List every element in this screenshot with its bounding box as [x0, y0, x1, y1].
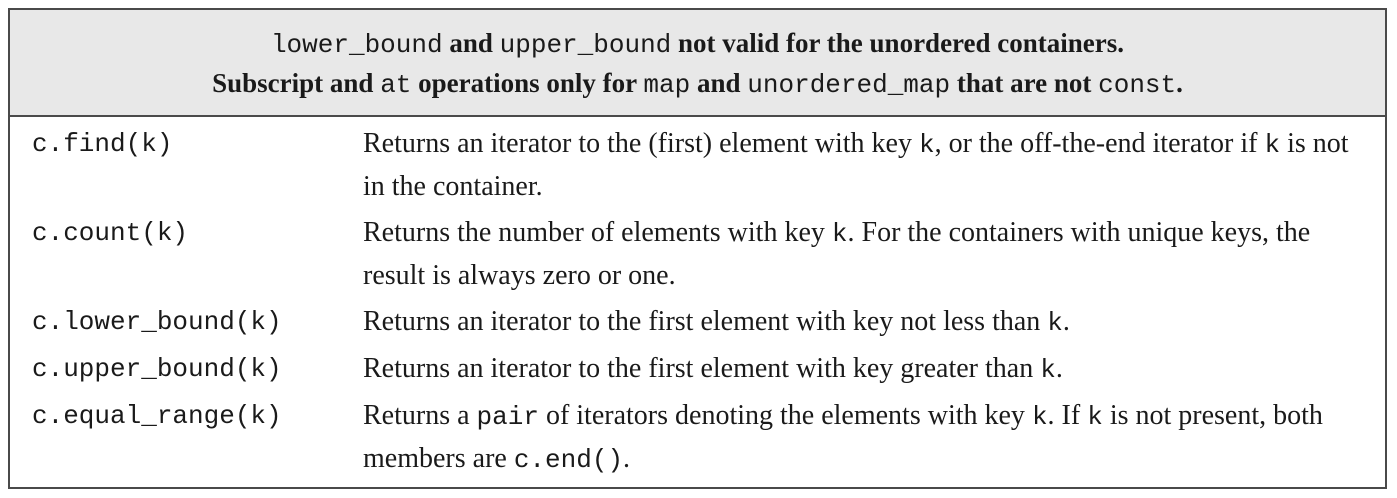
desc-code: k — [831, 219, 848, 249]
header-code: map — [643, 70, 691, 100]
header-text: Subscript and — [212, 68, 381, 98]
desc-text: of iterators denoting the elements with key — [538, 400, 1032, 431]
header-code: upper_bound — [499, 30, 672, 60]
table-body — [10, 123, 1385, 481]
table-row-upper-bound — [10, 348, 1385, 391]
header-code: const — [1098, 70, 1177, 100]
desc-code: pair — [476, 402, 539, 432]
desc-code: k — [918, 130, 935, 160]
desc-text: Returns an iterator to the first element with key not less than — [363, 306, 1048, 337]
desc-text: Returns a — [363, 400, 477, 431]
operation-description — [363, 301, 1363, 344]
operation-name: c.upper_bound(k) — [32, 354, 282, 384]
desc-code: k — [1087, 402, 1103, 432]
desc-text: . If — [1047, 400, 1088, 431]
desc-code: k — [1040, 355, 1056, 385]
operation-description — [363, 212, 1363, 297]
header-text: not valid for the unordered containers. — [671, 28, 1125, 58]
operation-name: c.count(k) — [32, 218, 189, 248]
desc-code: k — [1031, 402, 1048, 432]
desc-text: . For the containers with unique keys, the result is always zero or one. — [363, 217, 1311, 291]
desc-code: c.end() — [513, 445, 624, 475]
desc-code: k — [1047, 308, 1063, 338]
operation-name: c.lower_bound(k) — [32, 307, 282, 337]
header-text: that are not — [950, 68, 1099, 98]
operation-name: c.equal_range(k) — [32, 401, 282, 431]
operation-description — [363, 123, 1363, 208]
operation-description — [363, 395, 1363, 481]
header-text: and — [690, 68, 748, 98]
table-row-equal-range — [10, 395, 1385, 481]
desc-text: . — [1055, 353, 1063, 384]
header-line-2 — [10, 64, 1385, 104]
table-header — [10, 10, 1385, 117]
desc-text: is not in the container. — [363, 128, 1349, 202]
operation-description — [363, 348, 1363, 391]
desc-text: , or the off-the-end iterator if — [934, 128, 1265, 159]
table-row-find — [10, 123, 1385, 208]
header-code: lower_bound — [270, 30, 443, 60]
header-text: . — [1176, 68, 1183, 98]
header-code: unordered_map — [747, 70, 951, 100]
desc-text: is not present, both members are — [363, 400, 1323, 474]
table-row-lower-bound — [10, 301, 1385, 344]
desc-text: Returns the number of elements with key — [363, 217, 832, 248]
desc-text: Returns an iterator to the first element with key greater than — [363, 353, 1041, 384]
header-line-1 — [10, 24, 1385, 64]
operations-table — [8, 8, 1387, 489]
operation-name: c.find(k) — [32, 129, 173, 159]
desc-text: Returns an iterator to the (first) element with key — [363, 128, 919, 159]
desc-text: . — [623, 443, 631, 474]
header-text: operations only for — [411, 68, 644, 98]
desc-text: . — [1062, 306, 1070, 337]
desc-code: k — [1264, 130, 1281, 160]
header-text: and — [442, 28, 500, 58]
table-row-count — [10, 212, 1385, 297]
header-code: at — [380, 70, 412, 100]
